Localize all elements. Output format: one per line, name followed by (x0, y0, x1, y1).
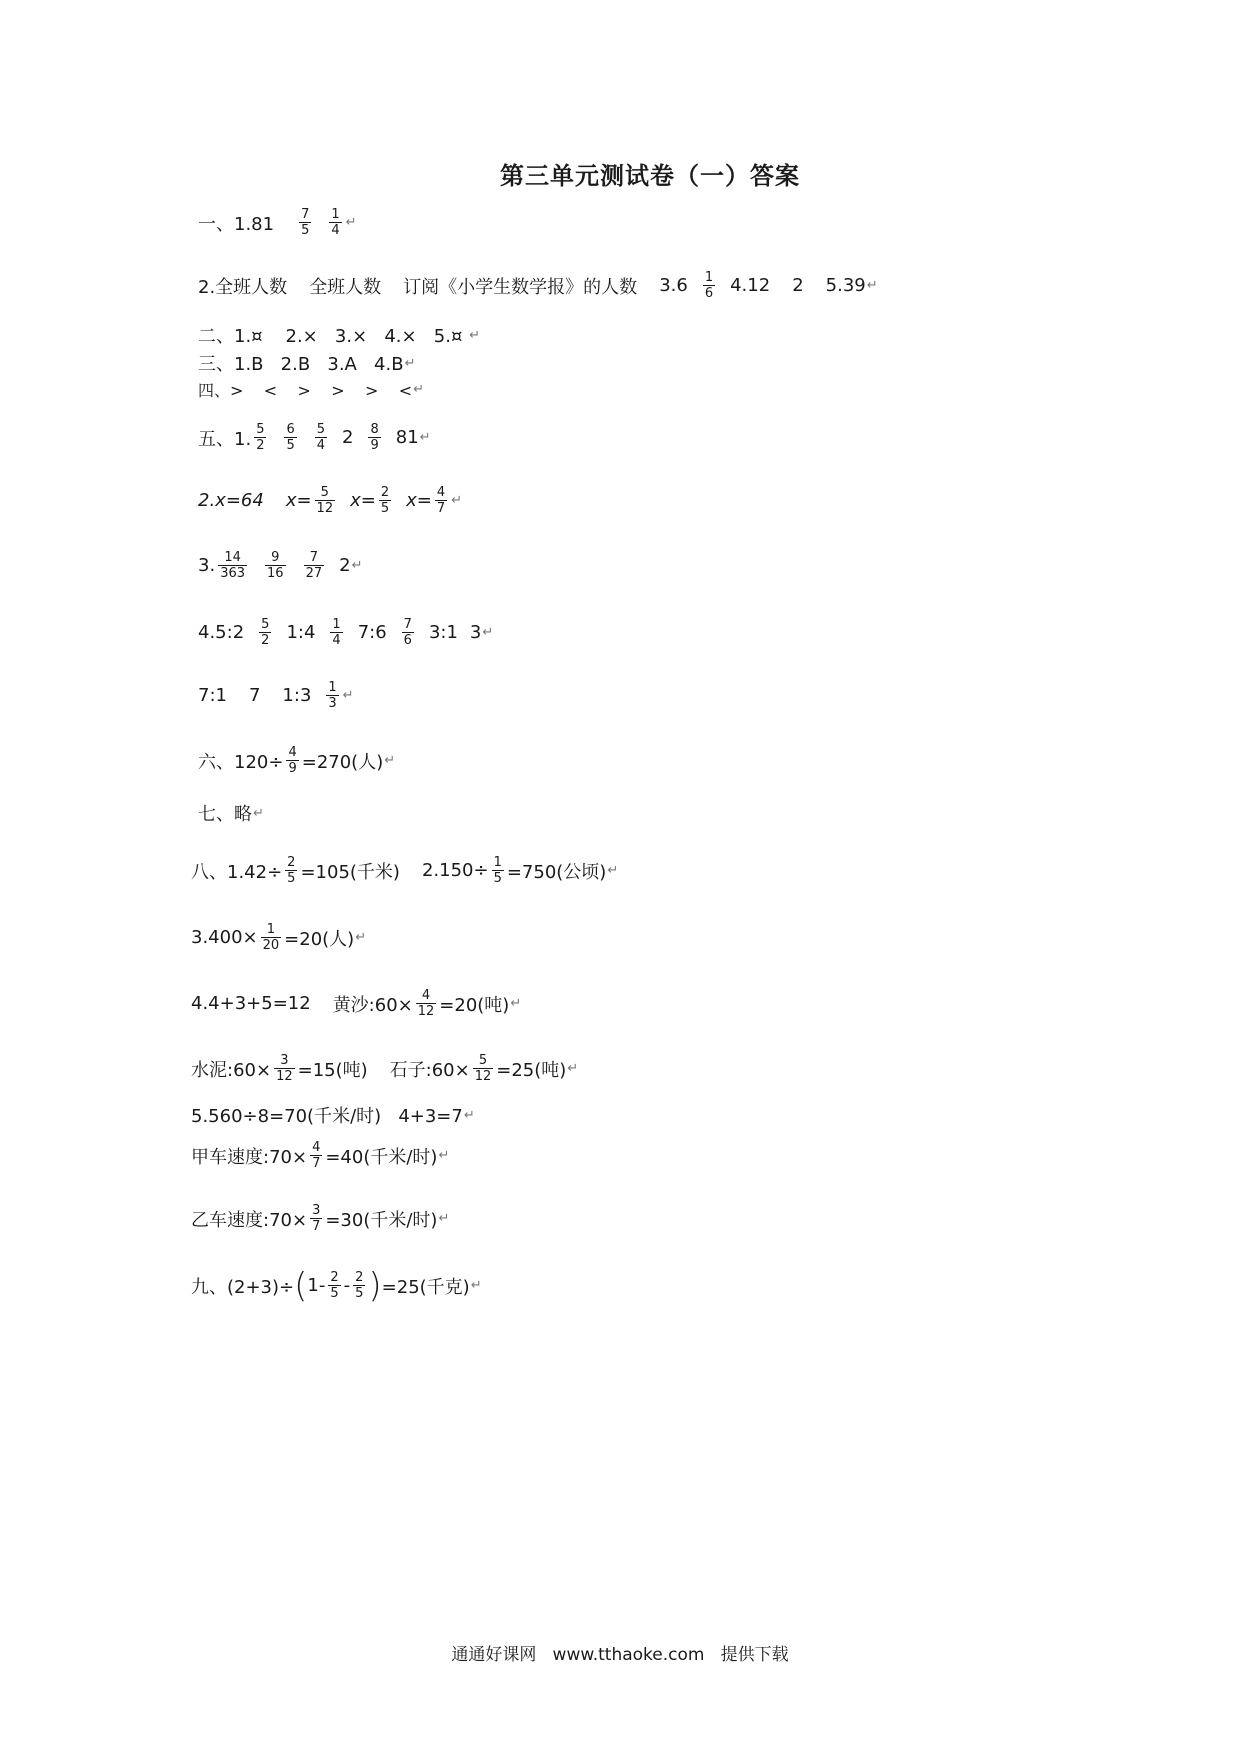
answer-line-19 (191, 1203, 449, 1234)
text: =750(公顷) (506, 861, 607, 883)
text: 2.全班人数 (198, 276, 288, 298)
right-paren: ) (368, 1265, 382, 1306)
return-mark-icon: ↵ (567, 1061, 579, 1076)
text: x= (285, 490, 312, 511)
return-mark-icon: ↵ (355, 930, 367, 945)
answer-line-13 (191, 855, 618, 886)
answer-line-5 (198, 378, 424, 401)
fraction: $\frac{9}{16}$ (267, 550, 284, 581)
fraction: $\frac{6}{5}$ (286, 422, 295, 453)
fraction: $\frac{5}{12}$ (316, 485, 334, 516)
text: 八、1.42÷ (191, 861, 283, 883)
answer-line-15 (191, 988, 521, 1019)
text: 订阅《小学生数学报》的人数 (403, 276, 638, 298)
answer-line-1 (198, 207, 357, 238)
fraction: $\frac{14}{363}$ (220, 550, 246, 581)
footer-credit: 通通好课网 www.tthaoke.com 提供下载 (451, 1645, 789, 1665)
fraction: $\frac{7}{27}$ (305, 550, 323, 581)
text: 3. (198, 555, 216, 576)
fraction: $\frac{3}{12}$ (276, 1053, 293, 1084)
answer-line-8 (198, 550, 362, 581)
fraction: $\frac{4}{7}$ (312, 1140, 321, 1171)
fraction: $\frac{1}{6}$ (704, 270, 714, 301)
return-mark-icon: ↵ (438, 1148, 450, 1163)
text: 2 (342, 427, 354, 448)
text: 4.5:2 (198, 622, 245, 643)
page-title: 第三单元测试卷（一）答案 (500, 162, 800, 190)
text: 3:1 (428, 622, 458, 643)
text: =20(人) (284, 928, 355, 950)
text: 1- (307, 1275, 326, 1296)
return-mark-icon: ↵ (438, 1211, 450, 1226)
fraction: $\frac{1}{20}$ (262, 922, 280, 953)
text: 2 (792, 275, 804, 296)
text: 五、1. (198, 428, 252, 450)
text: 水泥:60× (191, 1059, 272, 1081)
return-mark-icon: ↵ (342, 688, 354, 703)
fraction: $\frac{4}{12}$ (417, 988, 435, 1019)
text: 3.400× (191, 927, 258, 948)
answer-line-20 (191, 1265, 482, 1306)
text: =105(千米) (300, 861, 400, 883)
return-mark-icon: ↵ (413, 382, 425, 397)
answer-line-3 (198, 322, 480, 348)
text: =270(人) (301, 751, 384, 773)
text: 81 (395, 427, 419, 448)
return-mark-icon: ↵ (351, 558, 363, 573)
fraction: $\frac{2}{5}$ (330, 1270, 339, 1301)
fraction: $\frac{5}{12}$ (474, 1053, 492, 1084)
fraction: $\frac{7}{6}$ (403, 617, 412, 648)
answer-line-12 (198, 800, 264, 826)
answer-line-17 (191, 1102, 475, 1128)
text: =30(千米/时) (325, 1209, 438, 1231)
text: =25(千克) (381, 1276, 470, 1298)
fraction: $\frac{1}{3}$ (328, 680, 337, 711)
text: 四、> < > > > < (198, 381, 413, 400)
text: - (343, 1275, 351, 1296)
answer-line-7 (198, 485, 462, 516)
text: 7:1 (198, 685, 227, 706)
text: 二、1.¤ 2.× 3.× 4.× 5.¤ (198, 326, 469, 347)
text: 5.39 (825, 275, 866, 296)
fraction: $\frac{7}{5}$ (301, 207, 310, 238)
return-mark-icon: ↵ (866, 278, 878, 293)
fraction: $\frac{1}{5}$ (493, 855, 502, 886)
text: 甲车速度:70× (191, 1146, 308, 1168)
fraction: $\frac{4}{9}$ (288, 745, 297, 776)
text: x= (350, 490, 376, 511)
text: 4.12 (730, 275, 771, 296)
answer-line-16 (191, 1053, 578, 1084)
text: 2 (339, 555, 351, 576)
text: 九、(2+3)÷ (191, 1276, 295, 1298)
text: 1:4 (286, 622, 316, 643)
text: 三、1.B 2.B 3.A 4.B (198, 354, 404, 375)
return-mark-icon: ↵ (469, 327, 481, 343)
return-mark-icon: ↵ (510, 996, 522, 1011)
fraction: $\frac{1}{4}$ (332, 617, 341, 648)
text: 六、120÷ (198, 751, 284, 773)
fraction: $\frac{3}{7}$ (312, 1203, 321, 1234)
fraction: $\frac{5}{4}$ (316, 422, 326, 453)
text: 石子:60× (389, 1059, 470, 1081)
text: 7:6 (357, 622, 387, 643)
fraction: $\frac{2}{5}$ (287, 855, 296, 886)
return-mark-icon: ↵ (345, 215, 357, 230)
text: 乙车速度:70× (191, 1209, 308, 1231)
text: 2.x=64 (198, 490, 264, 511)
text: 3 (469, 622, 482, 643)
answer-line-14 (191, 922, 366, 953)
answer-line-4 (198, 350, 415, 376)
left-paren: ( (294, 1265, 308, 1306)
text: 全班人数 (309, 276, 382, 298)
return-mark-icon: ↵ (384, 753, 396, 768)
answer-line-11 (198, 745, 395, 776)
answer-line-10 (198, 680, 354, 711)
text: =25(吨) (496, 1059, 567, 1081)
return-mark-icon: ↵ (607, 863, 619, 878)
text: 5.560÷8=70(千米/时) 4+3=7 (191, 1106, 463, 1127)
text: =20(吨) (439, 994, 510, 1016)
text: 黄沙:60× (332, 994, 413, 1016)
text: 七、略 (198, 804, 252, 825)
text: 7 (248, 685, 261, 706)
fraction: $\frac{8}{9}$ (370, 422, 379, 453)
text: =15(吨) (297, 1059, 368, 1081)
answer-line-18 (191, 1140, 449, 1171)
text: 1:3 (282, 685, 312, 706)
fraction: $\frac{2}{5}$ (380, 485, 390, 516)
fraction: $\frac{1}{4}$ (331, 207, 340, 238)
fraction: $\frac{4}{7}$ (436, 485, 446, 516)
return-mark-icon: ↵ (482, 625, 494, 640)
fraction: $\frac{5}{2}$ (256, 422, 265, 453)
text: x= (406, 490, 432, 511)
return-mark-icon: ↵ (451, 493, 463, 508)
answer-line-2 (198, 270, 878, 301)
return-mark-icon: ↵ (404, 355, 416, 371)
answer-line-9 (198, 617, 493, 648)
text: 2.150÷ (421, 860, 489, 881)
return-mark-icon: ↵ (253, 805, 264, 821)
answer-line-6 (198, 422, 431, 453)
fraction: $\frac{5}{2}$ (261, 617, 270, 648)
text: =40(千米/时) (325, 1146, 438, 1168)
text: 4.4+3+5=12 (191, 993, 311, 1014)
text: 一、1.81 (198, 213, 275, 235)
return-mark-icon: ↵ (470, 1278, 482, 1293)
return-mark-icon: ↵ (463, 1107, 475, 1123)
text: 3.6 (659, 275, 688, 296)
return-mark-icon: ↵ (419, 430, 431, 445)
fraction: $\frac{2}{5}$ (355, 1270, 364, 1301)
